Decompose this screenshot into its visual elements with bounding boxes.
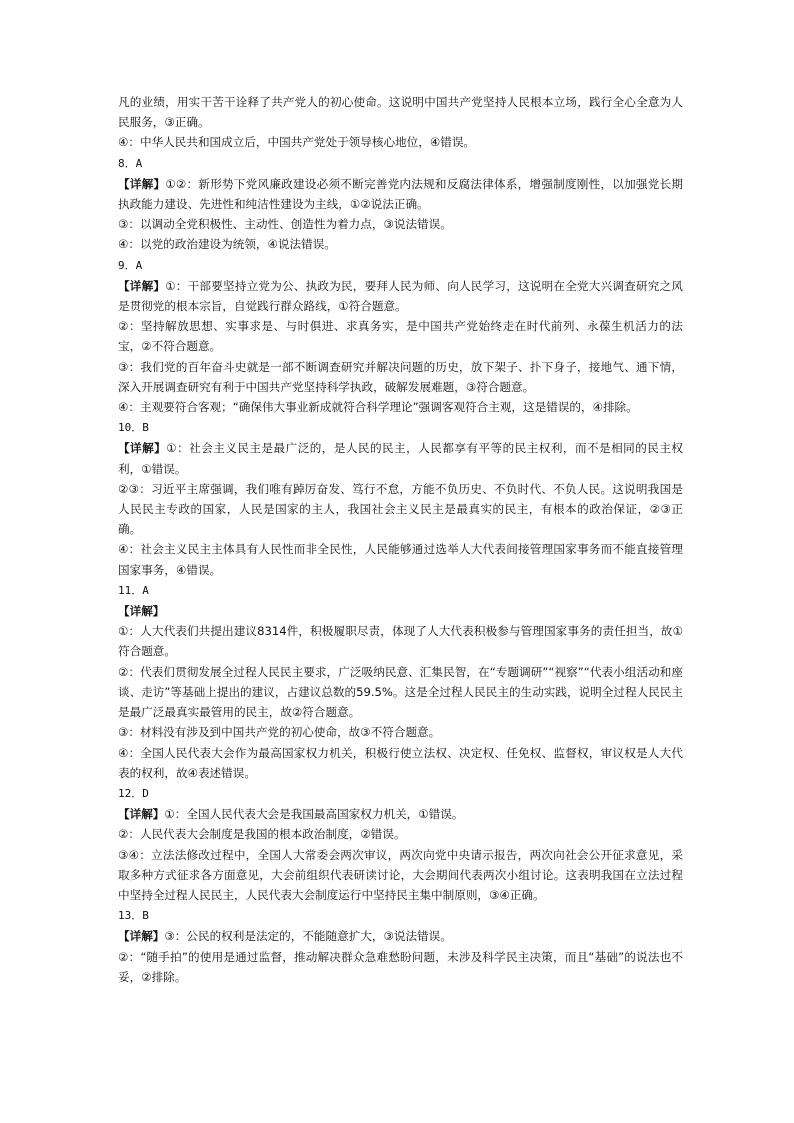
explanation-text: ①②：新形势下党风廉政建设必须不断完善党内法规和反腐法律体系，增强制度刚性，以加强党长期执政能力建设、先进性和纯洁性建设为主线，①②说法正确。 [118, 176, 683, 212]
body-paragraph: ③④：立法法修改过程中，全国人大常委会两次审议，两次向党中央请示报告，两次向社会公开征求意见，采取多种方式征求各方面意见，大会前组织代表研读讨论，大会期间代表两次小组讨论。这表明我国在立法过程中坚持全过程人民民主，人民代表大会制度运行中坚持民主集中制原则，③④正确。 [118, 847, 683, 902]
body-paragraph: ④：以党的政治建设为统领，④说法错误。 [118, 237, 336, 252]
explanation-text: ①：全国人民代表大会是我国最高国家权力机关，①错误。 [164, 807, 464, 822]
answer-label: 8．A [118, 156, 143, 170]
explanation-paragraph [118, 804, 683, 824]
explanation-tag: 【详解】 [118, 278, 166, 293]
body-paragraph: ②：“随手拍”的使用是通过监督，推动解决群众急难愁盼问题，未涉及科学民主决策，而且“基础”的说法也不妥，②排除。 [118, 949, 683, 984]
body-paragraph: ③：以调动全党积极性、主动性、创造性为着力点，③说法错误。 [118, 217, 452, 232]
body-paragraph: ④：主观要符合客观；“确保伟大事业新成就符合科学理论”强调客观符合主观，这是错误的，④排除。 [118, 400, 638, 415]
body-paragraph: ②③：习近平主席强调，我们唯有踔厉奋发、笃行不怠，方能不负历史、不负时代、不负人民。这说明我国是人民民主专政的国家，人民是国家的主人，我国社会主义民主是最真实的民主，有根本的政治保证，②③正确。 [118, 481, 683, 537]
explanation-text: ①：社会主义民主是最广泛的，是人民的民主，人民都享有平等的民主权利，而不是相同的民主权利，①错误。 [118, 441, 683, 476]
question-answer-number [118, 580, 683, 601]
explanation-paragraph [118, 438, 683, 478]
answer-label: 12．D [118, 786, 149, 800]
question-answer-number [118, 417, 683, 438]
explanation-tag: 【详解】 [118, 176, 166, 191]
answer-label: 10．B [118, 421, 149, 435]
body-paragraph: 凡的业绩，用实干苦干诠释了共产党人的初心使命。这说明中国共产党坚持人民根本立场，践行全心全意为人民服务，③正确。 [118, 95, 683, 130]
body-paragraph: ①：人大代表们共提出建议8314件，积极履职尽责，体现了人大代表积极参与管理国家事务的责任担当，故①符合题意。 [118, 624, 683, 659]
explanation-tag: 【详解】 [118, 441, 167, 456]
body-paragraph: ③：材料没有涉及到中国共产党的初心使命，故③不符合题意。 [118, 725, 441, 740]
document-page [118, 92, 683, 987]
body-paragraph: ②：坚持解放思想、实事求是、与时俱进、求真务实，是中国共产党始终走在时代前列、永葆生机活力的法宝，②不符合题意。 [118, 319, 683, 354]
body-paragraph: ④：社会主义民主主体具有人民性而非全民性，人民能够通过选举人大代表间接管理国家事务而不能直接管理国家事务，④错误。 [118, 542, 683, 577]
question-answer-number [118, 255, 683, 276]
body-paragraph: ③：我们党的百年奋斗史就是一部不断调查研究并解决问题的历史，放下架子、扑下身子，接地气、通下情，深入开展调查研究有利于中国共产党坚持科学执政，破解发展难题，③符合题意。 [118, 359, 683, 394]
question-answer-number [118, 905, 683, 926]
explanation-tag: 【详解】 [118, 929, 165, 944]
answer-label: 13．B [118, 909, 149, 923]
answer-label: 11．A [118, 583, 149, 597]
explanation-text: ①：干部要坚持立党为公、执政为民，要拜人民为师、向人民学习，这说明在全党大兴调查研究之风是贯彻党的根本宗旨，自觉践行群众路线，①符合题意。 [118, 278, 683, 314]
explanation-paragraph [118, 926, 683, 946]
explanation-paragraph [118, 276, 683, 316]
explanation-tag: 【详解】 [118, 807, 165, 822]
question-answer-number [118, 153, 683, 174]
explanation-paragraph [118, 601, 683, 621]
body-paragraph: ②：人民代表大会制度是我国的根本政治制度，②错误。 [118, 827, 406, 842]
explanation-tag: 【详解】 [118, 604, 165, 619]
answer-label: 9．A [118, 258, 143, 272]
explanation-paragraph [118, 174, 683, 214]
explanation-text: ③：公民的权利是法定的，不能随意扩大，③说法错误。 [164, 929, 452, 944]
body-paragraph: ②：代表们贯彻发展全过程人民民主要求，广泛吸纳民意、汇集民智，在“专题调研”“视察”“代表小组活动和座谈、走访”等基础上提出的建议，占建议总数的59.5%。这是全过程人民民主的生动实践，说明全过程人民民主是最广泛最真实最管用的民主，故②符合题意。 [118, 664, 683, 720]
question-answer-number [118, 783, 683, 804]
body-paragraph: ④：全国人民代表大会作为最高国家权力机关，积极行使立法权、决定权、任免权、监督权，审议权是人大代表的权利，故④表述错误。 [118, 745, 683, 780]
body-paragraph: ④：中华人民共和国成立后，中国共产党处于领导核心地位，④错误。 [118, 135, 476, 150]
